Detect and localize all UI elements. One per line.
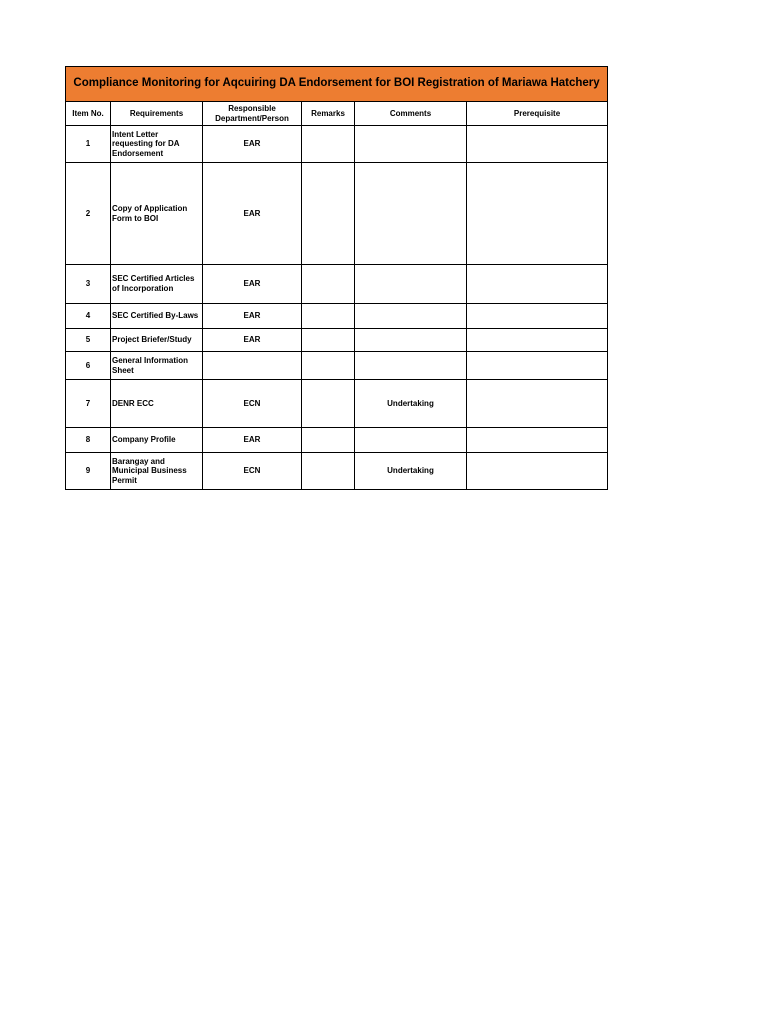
prerequisite-cell bbox=[467, 304, 608, 329]
header-responsible: Responsible Department/Person bbox=[203, 102, 302, 126]
requirement-cell: DENR ECC bbox=[111, 380, 203, 428]
title-row bbox=[66, 67, 608, 102]
table-row bbox=[66, 428, 608, 453]
header-remarks: Remarks bbox=[302, 102, 355, 126]
responsible-cell: EAR bbox=[203, 329, 302, 352]
prerequisite-cell bbox=[467, 329, 608, 352]
item-no-cell: 3 bbox=[66, 265, 111, 304]
item-no-cell: 6 bbox=[66, 352, 111, 380]
table-row bbox=[66, 329, 608, 352]
prerequisite-cell bbox=[467, 453, 608, 490]
remarks-cell bbox=[302, 265, 355, 304]
prerequisite-cell bbox=[467, 380, 608, 428]
comments-cell: Undertaking bbox=[355, 453, 467, 490]
item-no-cell: 4 bbox=[66, 304, 111, 329]
comments-cell: Undertaking bbox=[355, 380, 467, 428]
requirement-cell: Barangay and Municipal Business Permit bbox=[111, 453, 203, 490]
requirement-cell: Intent Letter requesting for DA Endorsement bbox=[111, 126, 203, 163]
compliance-table bbox=[65, 66, 608, 490]
requirement-cell: Company Profile bbox=[111, 428, 203, 453]
responsible-cell: ECN bbox=[203, 380, 302, 428]
comments-cell bbox=[355, 352, 467, 380]
header-prerequisite: Prerequisite bbox=[467, 102, 608, 126]
table-row bbox=[66, 380, 608, 428]
table-row bbox=[66, 163, 608, 265]
responsible-cell bbox=[203, 352, 302, 380]
table-row bbox=[66, 352, 608, 380]
requirement-cell: Copy of Application Form to BOI bbox=[111, 163, 203, 265]
responsible-cell: EAR bbox=[203, 304, 302, 329]
table-body bbox=[66, 126, 608, 490]
requirement-cell: SEC Certified Articles of Incorporation bbox=[111, 265, 203, 304]
comments-cell bbox=[355, 304, 467, 329]
remarks-cell bbox=[302, 304, 355, 329]
document-title: Compliance Monitoring for Aqcuiring DA Endorsement for BOI Registration of Mariawa Hatchery bbox=[66, 67, 608, 102]
item-no-cell: 2 bbox=[66, 163, 111, 265]
table-row bbox=[66, 126, 608, 163]
prerequisite-cell bbox=[467, 428, 608, 453]
header-requirements: Requirements bbox=[111, 102, 203, 126]
responsible-cell: EAR bbox=[203, 163, 302, 265]
prerequisite-cell bbox=[467, 126, 608, 163]
prerequisite-cell bbox=[467, 163, 608, 265]
item-no-cell: 5 bbox=[66, 329, 111, 352]
table-row bbox=[66, 304, 608, 329]
comments-cell bbox=[355, 428, 467, 453]
header-item-no: Item No. bbox=[66, 102, 111, 126]
header-comments: Comments bbox=[355, 102, 467, 126]
comments-cell bbox=[355, 163, 467, 265]
responsible-cell: EAR bbox=[203, 126, 302, 163]
remarks-cell bbox=[302, 380, 355, 428]
table-row bbox=[66, 265, 608, 304]
requirement-cell: Project Briefer/Study bbox=[111, 329, 203, 352]
remarks-cell bbox=[302, 126, 355, 163]
requirement-cell: General Information Sheet bbox=[111, 352, 203, 380]
comments-cell bbox=[355, 265, 467, 304]
comments-cell bbox=[355, 329, 467, 352]
header-row bbox=[66, 102, 608, 126]
comments-cell bbox=[355, 126, 467, 163]
responsible-cell: ECN bbox=[203, 453, 302, 490]
item-no-cell: 7 bbox=[66, 380, 111, 428]
requirement-cell: SEC Certified By-Laws bbox=[111, 304, 203, 329]
remarks-cell bbox=[302, 428, 355, 453]
responsible-cell: EAR bbox=[203, 265, 302, 304]
remarks-cell bbox=[302, 329, 355, 352]
item-no-cell: 9 bbox=[66, 453, 111, 490]
remarks-cell bbox=[302, 163, 355, 265]
remarks-cell bbox=[302, 352, 355, 380]
remarks-cell bbox=[302, 453, 355, 490]
responsible-cell: EAR bbox=[203, 428, 302, 453]
item-no-cell: 1 bbox=[66, 126, 111, 163]
prerequisite-cell bbox=[467, 352, 608, 380]
table-row bbox=[66, 453, 608, 490]
prerequisite-cell bbox=[467, 265, 608, 304]
item-no-cell: 8 bbox=[66, 428, 111, 453]
